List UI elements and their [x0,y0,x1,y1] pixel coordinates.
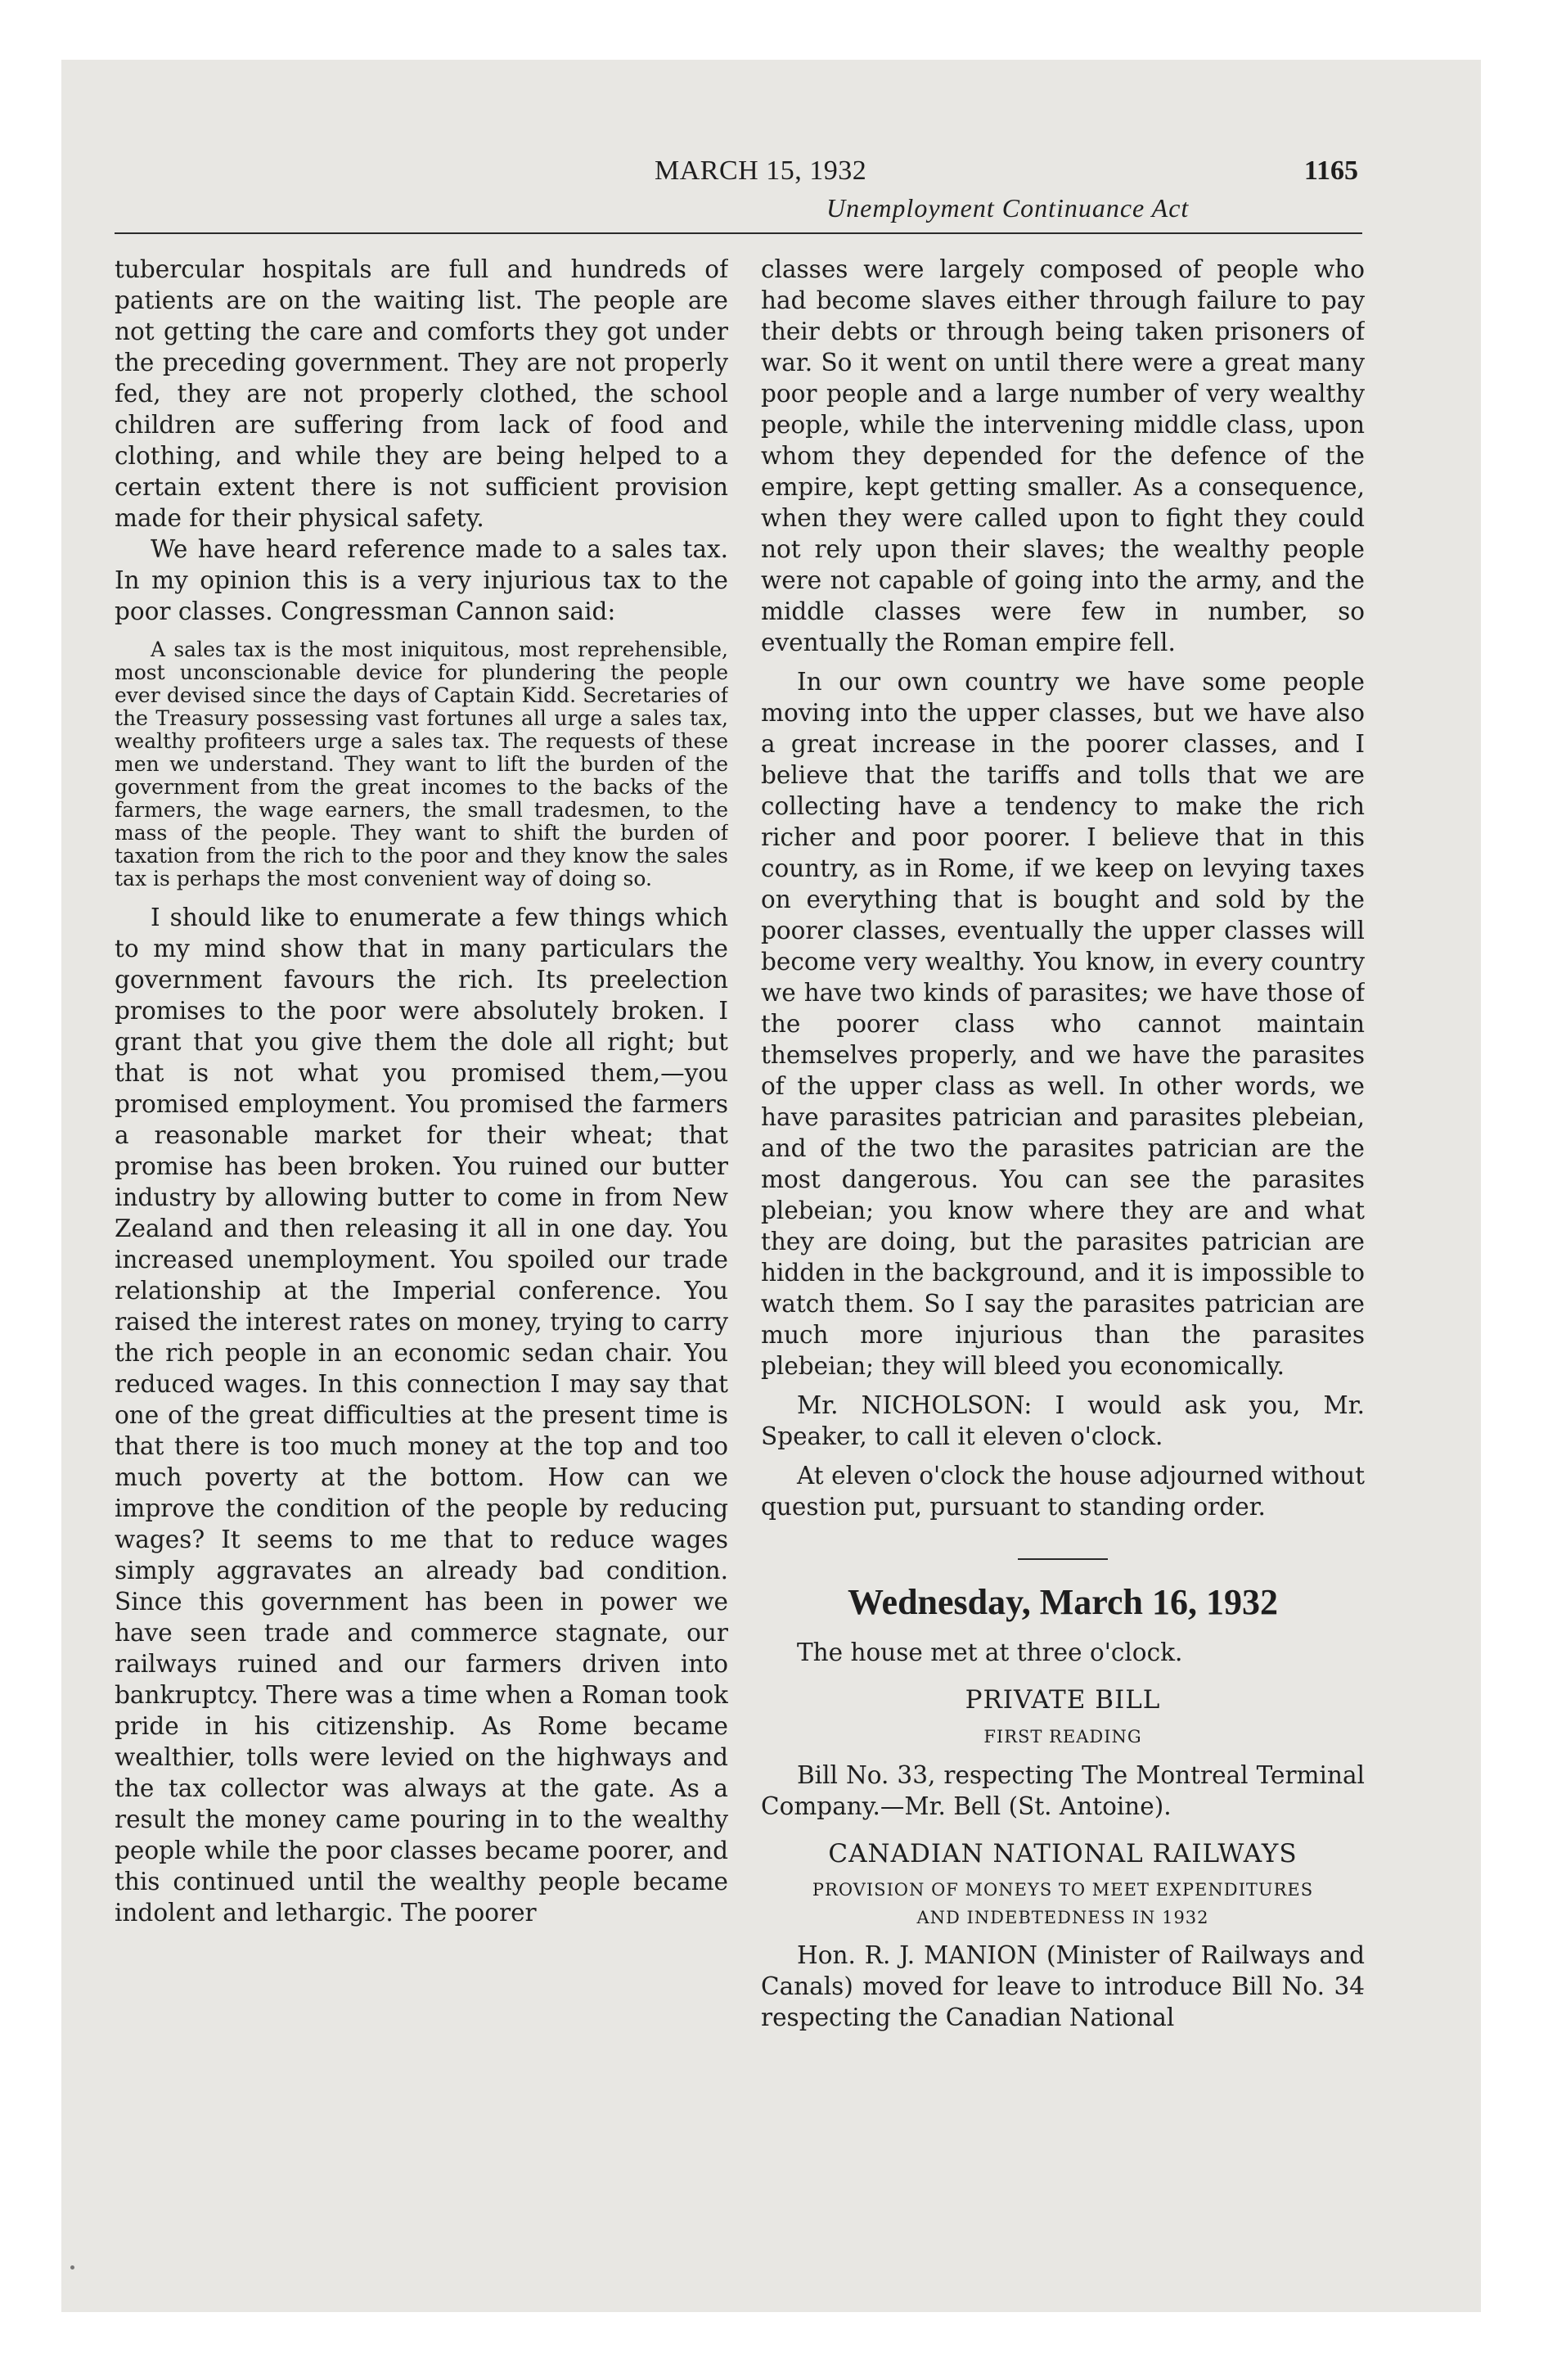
right-paragraph-1: classes were largely composed of people who had become slaves either through failure to pay their debts or through being taken prisoners of war. So it went on until there were a great many poor people and a large number of very wealthy people, while the intervening middle class, upon whom they depended for the defence of the empire, kept getting smaller. As a consequence, when they were called upon to fight they could not rely upon their slaves; the wealthy people were not capable of going into the army, and the middle classes were few in number, so eventually the Roman empire fell. [761,255,1365,656]
adjournment-paragraph: At eleven o'clock the house adjourned without question put, pursuant to standing order. [761,1462,1365,1521]
private-bill-heading: PRIVATE BILL [965,1685,1161,1715]
page-subtitle: Unemployment Continuance Act [826,193,1190,223]
left-column [115,254,728,2283]
cnr-subheading-line-1: PROVISION OF MONEYS TO MEET EXPENDITURES [812,1880,1314,1900]
header-rule [115,232,1362,234]
cnr-subheading [761,1876,1365,1931]
scan-speck [70,2265,74,2270]
section-divider [1018,1558,1108,1560]
bill-33-paragraph: Bill No. 33, respecting The Montreal Terminal Company.—Mr. Bell (St. Antoine). [761,1761,1365,1820]
manion-paragraph: Hon. R. J. MANION (Minister of Railways and Canals) moved for leave to introduce Bill No. 34 respecting the Canadian National [761,1941,1365,2031]
right-paragraph-2: In our own country we have some people moving into the upper classes, but we have also a great increase in the poorer classes, and I believe that the tariffs and tolls that we are collecting have a tendency to make the rich richer and poor poorer. I believe that in this country, as in Rome, if we keep on levying taxes on everything that is bought and sold by the poorer classes, eventually the upper classes will become very wealthy. You know, in every country we have two kinds of parasites; we have those of the poorer class who cannot maintain themselves properly, and we have the parasites of the upper class as well. In other words, we have parasites patrician and parasites plebeian, and of the two the parasites patrician are the most dangerous. You can see the parasites plebeian; you know where they are and what they are doing, but the parasites patrician are hidden in the background, and it is impossible to watch them. So I say the parasites patrician are much more injurious than the parasites plebeian; they will bleed you economically. [761,668,1365,1380]
left-paragraph-3: I should like to enumerate a few things which to my mind show that in many particulars the government favours the rich. Its preelection promises to the poor were absolutely broken. I grant that you give them the dole all right; but that is not what you promised them,—you promised employment. You promised the farmers a reasonable market for their wheat; that promise has been broken. You ruined our butter industry by allowing butter to come in from New Zealand and then releasing it all in one day. You increased unemployment. You spoiled our trade relationship at the Imperial conference. You raised the interest rates on money, trying to carry the rich people in an economic sedan chair. You reduced wages. In this connection I may say that one of the great difficulties at the present time is that there is too much money at the top and too much poverty at the bottom. How can we improve the condition of the people by reducing wages? It seems to me that to reduce wages simply aggravates an already bad condition. Since this government has been in power we have seen trade and commerce stagnate, our railways ruined and our farmers driven into bankruptcy. There was a time when a Roman took pride in his citizenship. As Rome became wealthier, tolls were levied on the highways and the tax collector was always at the gate. As a result the money came pouring in to the wealthy people while the poor classes became poorer, and this continued until the wealthy people became indolent and lethargic. The poorer [115,904,728,1927]
cnr-subheading-line-2: AND INDEBTEDNESS IN 1932 [916,1908,1209,1927]
left-paragraph-2: We have heard reference made to a sales tax. In my opinion this is a very injurious tax to the poor classes. Congressman Cannon said: [115,535,728,625]
cannon-quote: A sales tax is the most iniquitous, most reprehensible, most unconscionable device for plundering the people ever devised since the days of Captain Kidd. Secretaries of the Treasury possessing vast fortunes all urge a sales tax, wealthy profiteers urge a sales tax. The requests of these men we understand. They want to lift the burden of the government from the great incomes to the backs of the farmers, the wage earners, the small tradesmen, to the mass of the people. They want to shift the burden of taxation from the rich to the poor and they know the sales tax is perhaps the most convenient way of doing so. [115,638,728,890]
left-paragraph-1: tubercular hospitals are full and hundreds of patients are on the waiting list. The people are not getting the care and comforts they got under the preceding government. They are not properly fed, they are not properly clothed, the school children are suffering from lack of food and clothing, and while they are being helped to a certain extent there is not sufficient provision made for their physical safety. [115,255,728,532]
first-reading-heading: FIRST READING [983,1727,1142,1747]
page-number: 1165 [1303,156,1358,186]
nicholson-paragraph: Mr. NICHOLSON: I would ask you, Mr. Speaker, to call it eleven o'clock. [761,1391,1365,1450]
day-heading: Wednesday, March 16, 1932 [847,1582,1278,1622]
right-column [761,254,1365,2283]
cnr-heading: CANADIAN NATIONAL RAILWAYS [828,1839,1298,1868]
page-date: MARCH 15, 1932 [655,156,867,186]
house-met-paragraph: The house met at three o'clock. [797,1639,1183,1666]
